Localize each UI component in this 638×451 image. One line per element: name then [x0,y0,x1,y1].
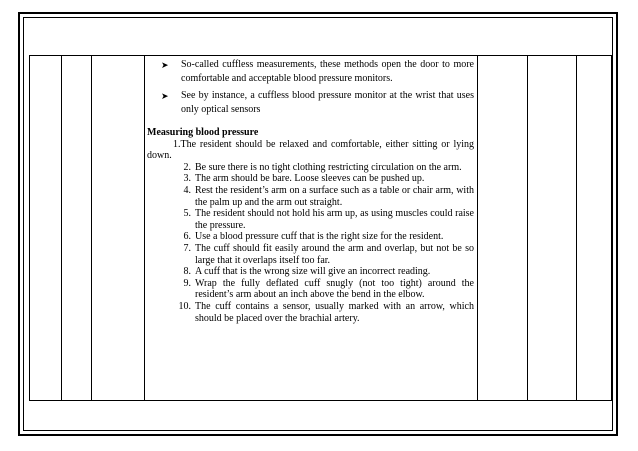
step-number: 10. [178,300,191,312]
list-item [147,278,474,301]
list-item [161,89,474,117]
step-text: The arm should be bare. Loose sleeves can be pushed up. [195,173,425,185]
content-cell [145,56,478,401]
step-text: A cuff that is the wrong size will give an incorrect reading. [195,266,431,278]
bullet-text: So-called cuffless measurements, these methods open the door to more comfortable and acceptable blood pressure monitors. [181,59,474,84]
procedure-table [29,55,612,401]
step-number: 6. [183,231,191,243]
table-cell-1 [30,56,62,401]
list-item [147,162,474,174]
list-item [147,231,474,243]
bullet-list [147,58,474,117]
table-cell-2 [62,56,92,401]
step-text: Rest the resident’s arm on a surface such as a table or chair arm, with the palm up and the arm out straight. [195,184,474,208]
section-heading: Measuring blood pressure [147,127,259,138]
table-cell-5 [478,56,528,401]
step-number: 5. [183,208,191,220]
step-text: The cuff should fit easily around the arm and overlap, but not be so large that it overlaps itself too far. [195,242,474,266]
step-1: 1.The resident should be relaxed and comfortable, either sitting or lying down. [147,138,474,162]
table-cell-6 [528,56,577,401]
content-text [145,56,477,324]
step-text: Use a blood pressure cuff that is the right size for the resident. [195,231,444,243]
list-item [147,266,474,278]
steps-list [147,162,474,324]
step-number: 8. [183,266,191,278]
step-number: 9. [183,277,191,289]
table-row [30,56,612,401]
list-item [147,301,474,324]
step-number: 2. [183,161,191,173]
list-item [147,208,474,231]
list-item [147,173,474,185]
step-text: The resident should not hold his arm up, as using muscles could raise the pressure. [195,208,474,231]
list-item [161,58,474,86]
list-item [147,243,474,266]
step-number: 4. [183,184,191,196]
step-number: 3. [183,173,191,185]
step-text: Wrap the fully deflated cuff snugly (not too tight) around the resident’s arm about an inch above the bend in the elbow. [195,277,474,301]
arrowhead-bullet-icon: ➤ [161,91,169,101]
table-cell-7 [577,56,612,401]
table-cell-3 [92,56,145,401]
step-text: The cuff contains a sensor, usually marked with an arrow, which should be placed over the brachial artery. [195,300,474,324]
list-item [147,185,474,208]
step-text: Be sure there is no tight clothing restricting circulation on the arm. [195,161,462,173]
step-number: 7. [183,242,191,254]
arrowhead-bullet-icon: ➤ [161,60,169,70]
bullet-text: See by instance, a cuffless blood pressure monitor at the wrist that uses only optical sensors [181,90,474,115]
